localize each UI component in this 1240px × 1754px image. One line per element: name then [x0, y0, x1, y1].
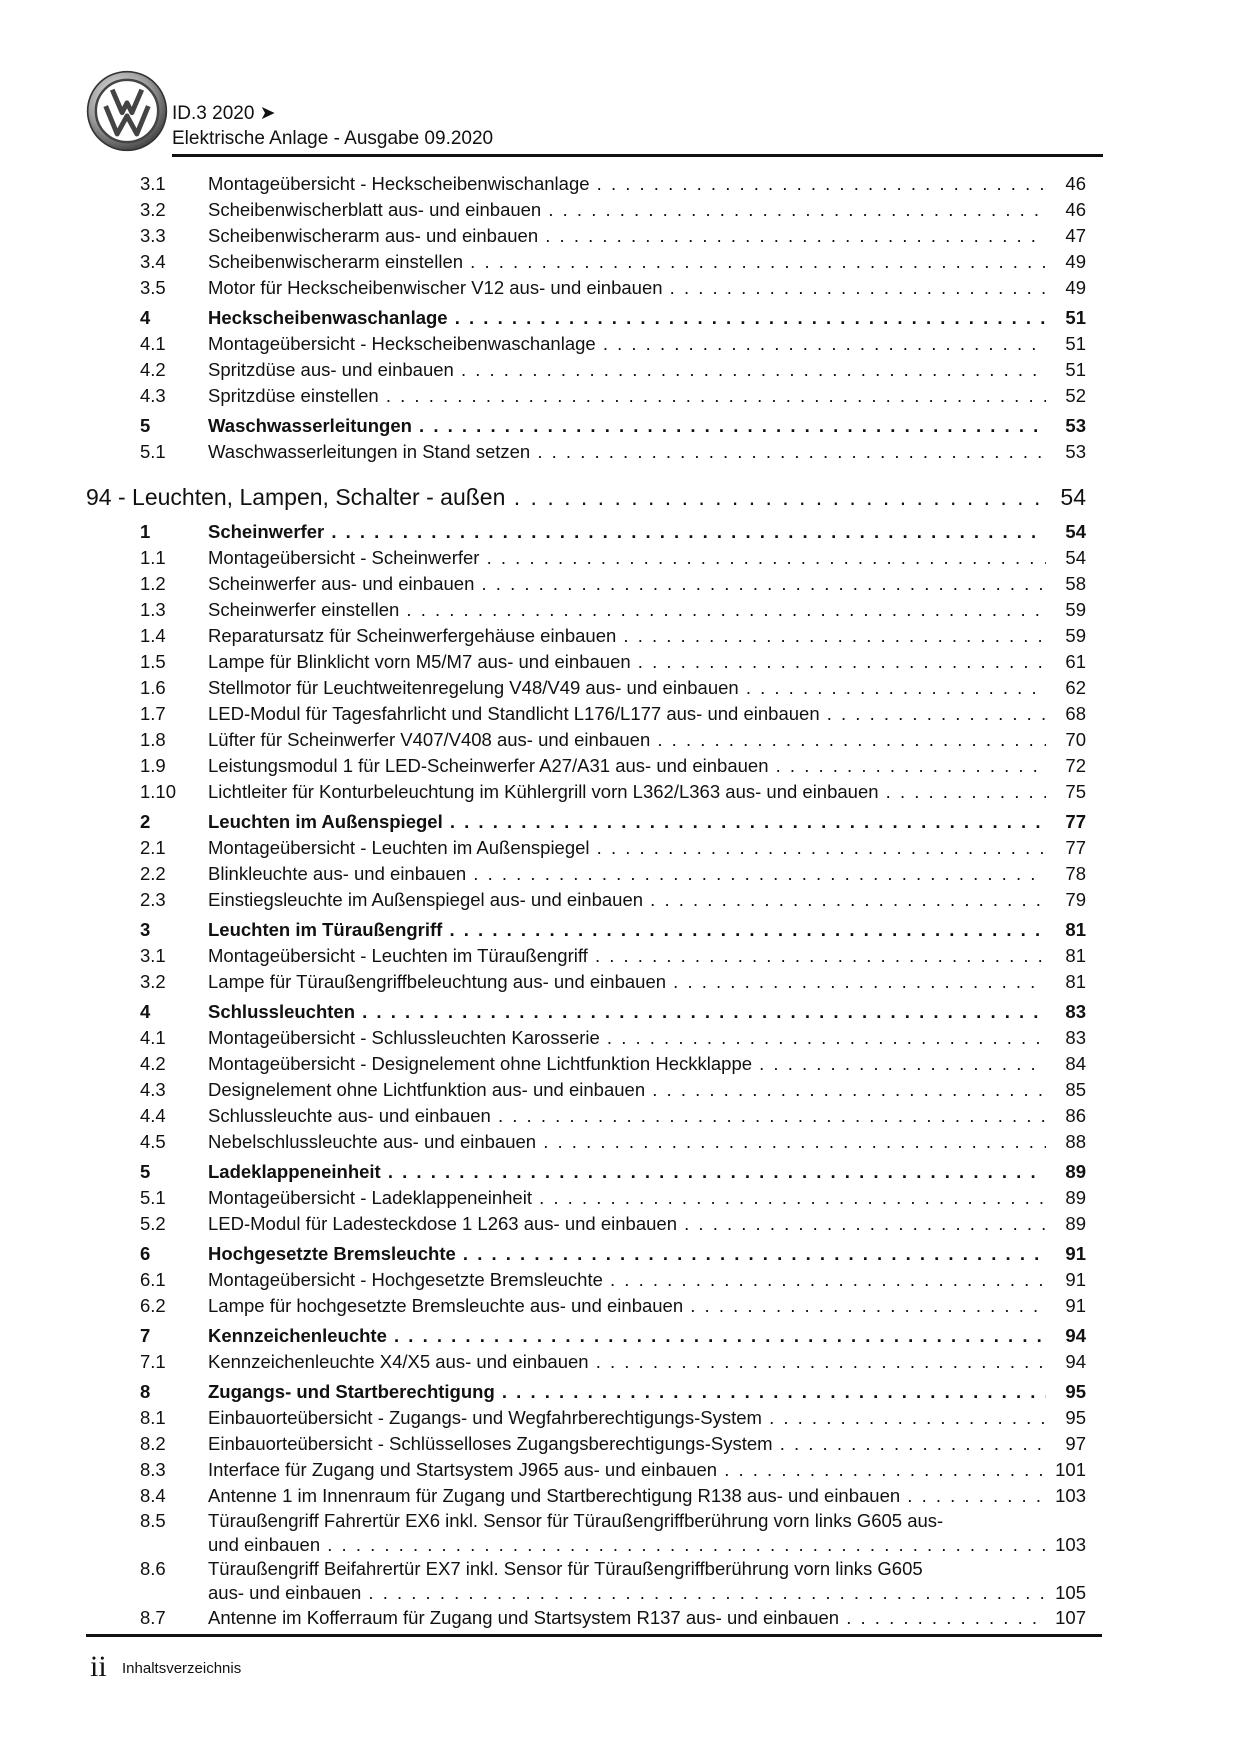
toc-entry-title [208, 1051, 1046, 1077]
toc-entry-title [208, 1431, 1046, 1457]
toc-entry[interactable] [86, 1129, 1102, 1155]
toc-entry-number: 4.2 [140, 359, 166, 380]
toc-entry-title [208, 171, 1046, 197]
toc-entry-page: 97 [1065, 1433, 1086, 1454]
toc-entry-page: 49 [1065, 251, 1086, 272]
toc-entry-title [208, 943, 1046, 969]
toc-entry-page: 85 [1065, 1079, 1086, 1100]
toc-entry-page: 53 [1065, 441, 1086, 462]
page-header [86, 70, 1102, 156]
toc-entry-page: 54 [1060, 484, 1086, 510]
toc-entry-page: 58 [1065, 573, 1086, 594]
toc-entry-title-text: Ladeklappeneinheit . . . [208, 1161, 1046, 1182]
toc-entry-title-text: Spritzdüse einstellen . . . [208, 385, 1046, 406]
toc-entry-number: 4.4 [140, 1105, 166, 1126]
toc-entry-title [208, 861, 1046, 887]
document-model: ID.3 2020 ➤ [172, 103, 276, 124]
toc-entry-title-text: Montageübersicht - Heckscheibenwaschanlage . . . [208, 333, 1046, 354]
toc-entry-title-text: Leuchten im Außenspiegel . . . [208, 811, 1046, 832]
toc-entry-title [208, 305, 1046, 331]
toc-entry-number: 7.1 [140, 1351, 166, 1372]
toc-entry[interactable] [86, 383, 1102, 409]
toc-entry-title [208, 383, 1046, 409]
toc-entry-title-text: Montageübersicht - Hochgesetzte Bremsleuchte . . . [208, 1269, 1046, 1290]
toc-entry-title-text: Designelement ohne Lichtfunktion aus- und einbauen . . . [208, 1079, 1046, 1100]
toc-entry-title-text: Montageübersicht - Heckscheibenwischanlage . . . [208, 173, 1046, 194]
toc-entry-page: 83 [1065, 1001, 1086, 1022]
toc-entry-number: 8.7 [140, 1607, 166, 1628]
toc-entry[interactable] [86, 1557, 1102, 1605]
toc-entry[interactable] [86, 1103, 1102, 1129]
toc-entry[interactable] [86, 649, 1102, 675]
toc-entry-number: 1.6 [140, 677, 166, 698]
toc-entry-page: 79 [1065, 889, 1086, 910]
toc-entry-title-text: Montageübersicht - Designelement ohne Lichtfunktion Heckklappe . . . [208, 1053, 1046, 1074]
toc-entry-title [208, 519, 1046, 545]
toc-entry-number: 1.1 [140, 547, 166, 568]
toc-entry-title [208, 1103, 1046, 1129]
toc-entry-title-text: Scheibenwischerarm aus- und einbauen . . . [208, 225, 1046, 246]
toc-entry-page: 46 [1065, 199, 1086, 220]
toc-entry-title-text: Einbauorteübersicht - Zugangs- und Wegfahrberechtigungs-System . . . [208, 1407, 1046, 1428]
footer-label: Inhaltsverzeichnis [122, 1660, 242, 1677]
toc-entry-title-text: Blinkleuchte aus- und einbauen . . . [208, 863, 1046, 884]
toc-entry[interactable] [86, 727, 1102, 753]
toc-entry-page: 51 [1065, 333, 1086, 354]
toc-entry[interactable] [86, 779, 1102, 805]
toc-entry-number: 8 [140, 1381, 151, 1402]
toc-entry-title [208, 969, 1046, 995]
toc-entry[interactable] [86, 1509, 1102, 1557]
toc-entry-title-text: Montageübersicht - Ladeklappeneinheit . . . [208, 1187, 1046, 1208]
toc-entry-number: 6 [140, 1243, 151, 1264]
toc-entry[interactable] [86, 1077, 1102, 1103]
toc-entry-title-text: Stellmotor für Leuchtweitenregelung V48/V49 aus- und einbauen . . . [208, 677, 1046, 698]
toc-entry-page: 59 [1065, 599, 1086, 620]
toc-entry-title-text: Scheibenwischerblatt aus- und einbauen . . . [208, 199, 1046, 220]
toc-entry[interactable] [86, 943, 1102, 969]
toc-entry-title [208, 809, 1046, 835]
toc-entry[interactable] [86, 197, 1102, 223]
toc-entry-number: 1.2 [140, 573, 166, 594]
toc-entry[interactable] [86, 357, 1102, 383]
toc-entry-number: 5.2 [140, 1213, 166, 1234]
toc-entry-page: 81 [1065, 919, 1086, 940]
toc-section[interactable] [86, 1379, 1102, 1405]
toc-entry-title [208, 597, 1046, 623]
toc-entry-page: 107 [1055, 1607, 1086, 1628]
toc-entry-title [208, 545, 1046, 571]
toc-entry-number: 4.1 [140, 333, 166, 354]
toc-entry-number: 1.5 [140, 651, 166, 672]
toc-entry[interactable] [86, 275, 1102, 301]
toc-entry-title [208, 1557, 1046, 1605]
toc-entry-number: 5.1 [140, 1187, 166, 1208]
toc-entry-title [208, 649, 1046, 675]
toc-entry-number: 1.9 [140, 755, 166, 776]
toc-entry-number: 5 [140, 1161, 151, 1182]
toc-entry-title [208, 753, 1046, 779]
toc-entry-number: 4.3 [140, 385, 166, 406]
toc-section[interactable] [86, 1241, 1102, 1267]
toc-entry-title [208, 1509, 1046, 1557]
toc-entry-number: 2.3 [140, 889, 166, 910]
toc-entry-number: 6.1 [140, 1269, 166, 1290]
toc-entry-number: 8.4 [140, 1485, 166, 1506]
toc-entry-page: 91 [1065, 1243, 1086, 1264]
toc-entry-number: 3.2 [140, 199, 166, 220]
toc-entry-title [208, 197, 1046, 223]
toc-entry-page: 81 [1065, 945, 1086, 966]
toc-entry-title-line1: Türaußengriff Beifahrertür EX7 inkl. Sensor für Türaußengriffberührung vorn links G605 [208, 1558, 923, 1579]
toc-entry-title [208, 727, 1046, 753]
toc-section[interactable] [86, 809, 1102, 835]
toc-section[interactable] [86, 1323, 1102, 1349]
toc-entry-page: 54 [1065, 521, 1086, 542]
toc-entry-title-text: Lampe für Blinklicht vorn M5/M7 aus- und einbauen . . . [208, 651, 1046, 672]
toc-entry-page: 54 [1065, 547, 1086, 568]
toc-entry-title [208, 701, 1046, 727]
toc-entry-title [208, 571, 1046, 597]
toc-section[interactable] [86, 305, 1102, 331]
toc-entry-page: 75 [1065, 781, 1086, 802]
toc-entry-title-text: Montageübersicht - Leuchten im Außenspiegel . . . [208, 837, 1046, 858]
toc-entry-page: 62 [1065, 677, 1086, 698]
toc-entry-number: 2.1 [140, 837, 166, 858]
header-rule [172, 154, 1103, 157]
toc-entry-title-text: Heckscheibenwaschanlage . . . [208, 307, 1046, 328]
toc-entry[interactable] [86, 249, 1102, 275]
toc-entry-title [208, 835, 1046, 861]
toc-entry-title-text: Reparatursatz für Scheinwerfergehäuse einbauen . . . [208, 625, 1046, 646]
toc-entry[interactable] [86, 1185, 1102, 1211]
toc-entry-page: 103 [1055, 1485, 1086, 1506]
toc-entry-title [208, 887, 1046, 913]
toc-entry-number: 6.2 [140, 1295, 166, 1316]
toc-entry-number: 8.3 [140, 1459, 166, 1480]
toc-entry-title [208, 1605, 1046, 1631]
toc-entry[interactable] [86, 1267, 1102, 1293]
toc-entry-number: 2.2 [140, 863, 166, 884]
toc-entry-title-text: Scheibenwischerarm einstellen . . . [208, 251, 1046, 272]
toc-chapter[interactable] [86, 479, 1102, 515]
toc-entry-number: 5.1 [140, 441, 166, 462]
toc-entry-number: 3.4 [140, 251, 166, 272]
toc-entry[interactable] [86, 701, 1102, 727]
toc-entry-page: 103 [1055, 1534, 1086, 1555]
toc-entry-page: 81 [1065, 971, 1086, 992]
toc-entry-number: 2 [140, 811, 151, 832]
toc-entry-title [208, 1025, 1046, 1051]
toc-entry[interactable] [86, 1405, 1102, 1431]
toc-entry-page: 77 [1065, 837, 1086, 858]
toc-entry-page: 61 [1065, 651, 1086, 672]
toc-entry[interactable] [86, 1349, 1102, 1375]
toc-entry[interactable] [86, 1457, 1102, 1483]
toc-entry-page: 89 [1065, 1213, 1086, 1234]
toc-entry-number: 4.2 [140, 1053, 166, 1074]
toc-entry-title [208, 249, 1046, 275]
toc-entry-number: 4 [140, 1001, 151, 1022]
toc-entry-number: 3.1 [140, 173, 166, 194]
toc-entry-title-text: LED-Modul für Ladesteckdose 1 L263 aus- und einbauen . . . [208, 1213, 1046, 1234]
toc-entry-page: 83 [1065, 1027, 1086, 1048]
toc-entry[interactable] [86, 1293, 1102, 1319]
toc-entry-page: 51 [1065, 359, 1086, 380]
toc-entry-title [208, 275, 1046, 301]
toc-entry-title [208, 223, 1046, 249]
toc-entry-title [208, 1185, 1046, 1211]
toc-entry[interactable] [86, 753, 1102, 779]
toc-entry[interactable] [86, 623, 1102, 649]
toc-entry-title [208, 1349, 1046, 1375]
toc-entry-title [208, 623, 1046, 649]
toc-entry[interactable] [86, 887, 1102, 913]
toc-entry-page: 68 [1065, 703, 1086, 724]
toc-entry-title-text: Antenne im Kofferraum für Zugang und Startsystem R137 aus- und einbauen . . . [208, 1607, 1046, 1628]
toc-entry-number: 1 [140, 521, 151, 542]
toc-entry-title [208, 779, 1046, 805]
toc-section[interactable] [86, 413, 1102, 439]
toc-entry[interactable] [86, 675, 1102, 701]
page-number-roman: ii [90, 1650, 107, 1683]
toc-entry-title [86, 479, 1046, 515]
toc-entry-page: 51 [1065, 307, 1086, 328]
toc-entry-title-text: Motor für Heckscheibenwischer V12 aus- und einbauen . . . [208, 277, 1046, 298]
toc-entry[interactable] [86, 171, 1102, 197]
toc-entry-title-text: Lampe für hochgesetzte Bremsleuchte aus- und einbauen . . . [208, 1295, 1046, 1316]
toc-entry-title [208, 1457, 1046, 1483]
footer-rule [86, 1634, 1102, 1637]
toc-entry[interactable] [86, 1211, 1102, 1237]
toc-entry-title [208, 1405, 1046, 1431]
toc-entry-title [208, 1483, 1046, 1509]
toc-entry-title-text: Hochgesetzte Bremsleuchte . . . [208, 1243, 1046, 1264]
toc-entry-page: 59 [1065, 625, 1086, 646]
toc-entry-page: 95 [1065, 1407, 1086, 1428]
toc-entry-title-text: Leuchten im Türaußengriff . . . [208, 919, 1046, 940]
toc-entry-page: 88 [1065, 1131, 1086, 1152]
toc-entry-title-text: Waschwasserleitungen . . . [208, 415, 1046, 436]
toc-entry-page: 94 [1065, 1325, 1086, 1346]
toc-entry-title-text: Scheinwerfer . . . [208, 521, 1046, 542]
toc-entry[interactable] [86, 1025, 1102, 1051]
toc-entry-number: 1.7 [140, 703, 166, 724]
toc-entry[interactable] [86, 331, 1102, 357]
toc-entry-page: 86 [1065, 1105, 1086, 1126]
toc-entry[interactable] [86, 1605, 1102, 1631]
toc-entry-title-text: Montageübersicht - Schlussleuchten Karosserie . . . [208, 1027, 1046, 1048]
toc-entry-page: 72 [1065, 755, 1086, 776]
toc-entry-title [208, 1379, 1046, 1405]
toc-entry-number: 3.3 [140, 225, 166, 246]
toc-section[interactable] [86, 1159, 1102, 1185]
toc-entry[interactable] [86, 1051, 1102, 1077]
toc-entry-title-text: Spritzdüse aus- und einbauen . . . [208, 359, 1046, 380]
toc-entry-page: 49 [1065, 277, 1086, 298]
toc-entry-number: 3.5 [140, 277, 166, 298]
toc-entry-number: 8.6 [140, 1558, 166, 1579]
toc-entry-number: 1.3 [140, 599, 166, 620]
toc-entry-title-text: Nebelschlussleuchte aus- und einbauen . . . [208, 1131, 1046, 1152]
toc-entry-page: 84 [1065, 1053, 1086, 1074]
toc-entry[interactable] [86, 571, 1102, 597]
toc-entry-number: 8.1 [140, 1407, 166, 1428]
toc-entry-title [208, 675, 1046, 701]
toc-entry-title-text: Waschwasserleitungen in Stand setzen . . . [208, 441, 1046, 462]
toc-entry-title [208, 1211, 1046, 1237]
toc-entry-number: 8.2 [140, 1433, 166, 1454]
toc-entry-number: 3.2 [140, 971, 166, 992]
toc-entry[interactable] [86, 597, 1102, 623]
toc-section[interactable] [86, 917, 1102, 943]
toc-entry-title [208, 1159, 1046, 1185]
toc-entry-title-text: Lüfter für Scheinwerfer V407/V408 aus- und einbauen . . . [208, 729, 1046, 750]
toc-entry-title-text: Lichtleiter für Konturbeleuchtung im Kühlergrill vorn L362/L363 aus- und einbauen . . . [208, 781, 1046, 802]
toc-entry-page: 52 [1065, 385, 1086, 406]
toc-entry-title-text: LED-Modul für Tagesfahrlicht und Standlicht L176/L177 aus- und einbauen . . . [208, 703, 1046, 724]
toc-entry-number: 4.5 [140, 1131, 166, 1152]
toc-entry-title-text: Antenne 1 im Innenraum für Zugang und Startberechtigung R138 aus- und einbauen . . . [208, 1485, 1046, 1506]
toc-entry-title-text: Kennzeichenleuchte . . . [208, 1325, 1046, 1346]
toc-entry[interactable] [86, 545, 1102, 571]
toc-entry-title [208, 357, 1046, 383]
toc-entry-title [208, 999, 1046, 1025]
toc-entry-number: 7 [140, 1325, 151, 1346]
toc-entry-title-text: 94 - Leuchten, Lampen, Schalter - außen . . . [86, 484, 1046, 510]
toc-entry-title [208, 917, 1046, 943]
toc-entry-title-line2: aus- und einbauen . . . [208, 1581, 1046, 1605]
toc-entry-number: 4.1 [140, 1027, 166, 1048]
toc-entry-title-text: Einbauorteübersicht - Schlüsselloses Zugangsberechtigungs-System . . . [208, 1433, 1046, 1454]
toc-entry-title-text: Einstiegsleuchte im Außenspiegel aus- und einbauen . . . [208, 889, 1046, 910]
table-of-contents [86, 171, 1102, 1631]
toc-entry[interactable] [86, 223, 1102, 249]
toc-entry-title [208, 1293, 1046, 1319]
toc-entry-number: 3.1 [140, 945, 166, 966]
toc-entry-number: 1.8 [140, 729, 166, 750]
toc-entry-title-text: Schlussleuchten . . . [208, 1001, 1046, 1022]
toc-entry[interactable] [86, 861, 1102, 887]
toc-entry-title [208, 1077, 1046, 1103]
toc-entry-title-text: Leistungsmodul 1 für LED-Scheinwerfer A27/A31 aus- und einbauen . . . [208, 755, 1046, 776]
toc-entry-title [208, 413, 1046, 439]
toc-entry[interactable] [86, 439, 1102, 465]
toc-entry-page: 95 [1065, 1381, 1086, 1402]
vw-logo-icon [86, 70, 168, 152]
toc-entry-title-text: Schlussleuchte aus- und einbauen . . . [208, 1105, 1046, 1126]
toc-entry-title [208, 1323, 1046, 1349]
toc-entry-title-text: Scheinwerfer einstellen . . . [208, 599, 1046, 620]
toc-entry-page: 94 [1065, 1351, 1086, 1372]
toc-entry[interactable] [86, 969, 1102, 995]
toc-entry-page: 77 [1065, 811, 1086, 832]
toc-entry-title-text: Scheinwerfer aus- und einbauen . . . [208, 573, 1046, 594]
toc-entry-title-line1: Türaußengriff Fahrertür EX6 inkl. Sensor für Türaußengriffberührung vorn links G605 aus- [208, 1510, 944, 1531]
toc-entry-title [208, 1267, 1046, 1293]
toc-entry-page: 91 [1065, 1295, 1086, 1316]
toc-entry-title-text: Kennzeichenleuchte X4/X5 aus- und einbauen . . . [208, 1351, 1046, 1372]
toc-entry-page: 70 [1065, 729, 1086, 750]
toc-entry[interactable] [86, 1483, 1102, 1509]
toc-entry-title [208, 1241, 1046, 1267]
toc-entry-title-text: Zugangs- und Startberechtigung . . . [208, 1381, 1046, 1402]
toc-entry-title [208, 439, 1046, 465]
toc-entry-title-text: Lampe für Türaußengriffbeleuchtung aus- und einbauen . . . [208, 971, 1046, 992]
toc-entry-page: 105 [1055, 1582, 1086, 1603]
toc-entry-number: 1.4 [140, 625, 166, 646]
toc-entry-title-text: Montageübersicht - Leuchten im Türaußengriff . . . [208, 945, 1046, 966]
toc-entry-page: 47 [1065, 225, 1086, 246]
toc-entry-page: 46 [1065, 173, 1086, 194]
document-subtitle: Elektrische Anlage - Ausgabe 09.2020 [172, 128, 494, 149]
toc-entry-number: 4 [140, 307, 151, 328]
toc-entry-number: 8.5 [140, 1510, 166, 1531]
toc-entry-page: 89 [1065, 1161, 1086, 1182]
toc-entry-number: 5 [140, 415, 151, 436]
toc-entry[interactable] [86, 1431, 1102, 1457]
toc-entry-page: 101 [1055, 1459, 1086, 1480]
toc-entry-title [208, 331, 1046, 357]
toc-entry-title-text: Montageübersicht - Scheinwerfer . . . [208, 547, 1046, 568]
toc-entry-page: 89 [1065, 1187, 1086, 1208]
toc-entry-page: 53 [1065, 415, 1086, 436]
toc-entry-page: 91 [1065, 1269, 1086, 1290]
toc-section[interactable] [86, 519, 1102, 545]
toc-entry-number: 3 [140, 919, 151, 940]
toc-entry-page: 78 [1065, 863, 1086, 884]
toc-entry-title [208, 1129, 1046, 1155]
toc-entry-number: 4.3 [140, 1079, 166, 1100]
toc-entry-title-line2: und einbauen . . . [208, 1533, 1046, 1557]
toc-entry-title-text: Interface für Zugang und Startsystem J965 aus- und einbauen . . . [208, 1459, 1046, 1480]
toc-entry[interactable] [86, 835, 1102, 861]
toc-entry-number: 1.10 [140, 781, 177, 802]
toc-section[interactable] [86, 999, 1102, 1025]
